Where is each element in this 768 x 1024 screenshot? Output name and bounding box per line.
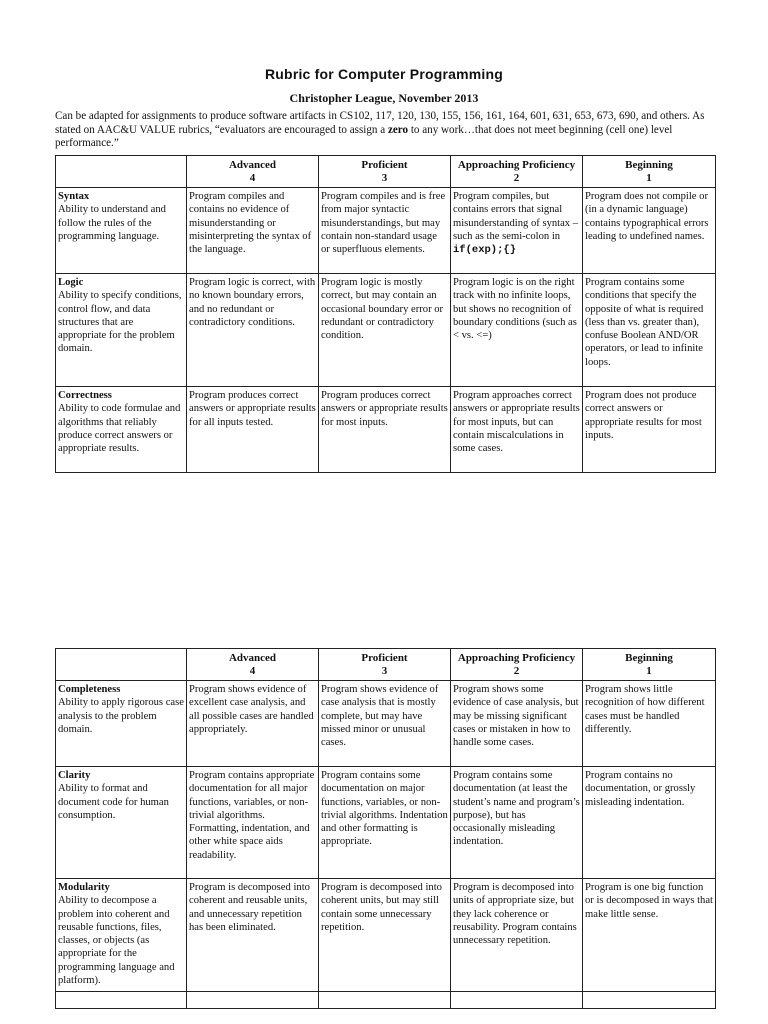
criterion-cell	[56, 387, 187, 473]
rating-cell: Program is decomposed into units of appropriate size, but they lack coherence or reusability. Program contains unnecessary repetition.	[451, 879, 583, 992]
level-name: Approaching Proficiency	[457, 159, 576, 171]
level-name: Advanced	[228, 159, 277, 171]
rating-cell: Program shows some evidence of case analysis, but may be missing significant cases or mistaken in how to handle some cases.	[451, 681, 583, 767]
empty-cell	[451, 992, 583, 1009]
criterion-description: Ability to understand and follow the rules of the programming language.	[58, 204, 166, 242]
intro-bold-zero: zero	[387, 123, 409, 136]
document-title: Rubric for Computer Programming	[265, 66, 503, 82]
criterion-row-logic	[56, 274, 716, 387]
level-score: 4	[249, 172, 256, 184]
rating-cell: Program logic is on the right track with no infinite loops, but shows no recognition of boundary conditions (such as < vs. <=)	[451, 274, 583, 387]
criterion-cell	[56, 274, 187, 387]
document-subtitle: Christopher League, November 2013	[289, 91, 479, 105]
level-score: 1	[646, 665, 652, 677]
rating-cell: Program shows evidence of excellent case analysis, and all possible cases are handled appropriately.	[187, 681, 319, 767]
criterion-name: Logic	[58, 277, 84, 288]
header-advanced	[187, 649, 319, 681]
rubric-table-2	[55, 648, 716, 1009]
criterion-name: Completeness	[58, 684, 121, 695]
rating-cell: Program does not compile or (in a dynamic language) contains typographical errors leading to undefined names.	[583, 188, 716, 274]
rating-cell: Program does not produce correct answers or appropriate results for most inputs.	[583, 387, 716, 473]
rating-cell: Program shows little recognition of how different cases must be handled differently.	[583, 681, 716, 767]
rating-text: Program compiles, but contains errors that signal misunderstanding of syntax – such as the semi-colon in	[453, 191, 579, 242]
rating-cell: Program shows evidence of case analysis that is mostly complete, but may have missed minor or unusual cases.	[319, 681, 451, 767]
rating-cell: Program contains some conditions that specify the opposite of what is required (less than vs. greater than), confuse Boolean AND/OR operators, or lead to infinite loops.	[583, 274, 716, 387]
empty-cell	[56, 992, 187, 1009]
header-proficient	[319, 156, 451, 188]
header-criterion-cell	[56, 156, 187, 188]
rating-cell: Program contains some documentation on major functions, variables, or non-trivial algorithms. Indentation and other formatting is appropriate.	[319, 767, 451, 879]
rating-cell: Program compiles and contains no evidence of misunderstanding or misinterpreting the syntax of the language.	[187, 188, 319, 274]
criterion-row-completeness	[56, 681, 716, 767]
criterion-description: Ability to specify conditions, control flow, and data structures that are appropriate for the problem domain.	[58, 290, 182, 355]
level-name: Proficient	[361, 159, 408, 171]
criterion-description: Ability to format and document code for human consumption.	[58, 783, 169, 821]
header-criterion-cell	[56, 649, 187, 681]
rating-cell: Program compiles and is free from major syntactic misunderstandings, but may contain non-standard usage or superfluous elements.	[319, 188, 451, 274]
level-score: 3	[381, 172, 388, 184]
level-score: 2	[513, 665, 520, 677]
header-proficient	[319, 649, 451, 681]
criterion-cell	[56, 767, 187, 879]
criterion-name: Correctness	[58, 390, 112, 401]
empty-cell	[583, 992, 716, 1009]
rating-cell: Program is decomposed into coherent units, but may still contain some unnecessary repetition.	[319, 879, 451, 992]
rating-cell	[451, 188, 583, 274]
rating-cell: Program is one big function or is decomposed in ways that make little sense.	[583, 879, 716, 992]
header-advanced	[187, 156, 319, 188]
intro-paragraph	[55, 110, 715, 151]
level-score: 1	[646, 172, 652, 184]
level-score: 3	[381, 665, 388, 677]
level-name: Approaching Proficiency	[457, 652, 576, 664]
criterion-row-clarity	[56, 767, 716, 879]
rating-cell: Program logic is correct, with no known boundary errors, and no redundant or contradictory conditions.	[187, 274, 319, 387]
criterion-name: Clarity	[58, 770, 91, 781]
empty-row	[56, 992, 716, 1009]
header-beginning	[583, 649, 716, 681]
level-name: Proficient	[361, 652, 408, 664]
rating-cell: Program contains appropriate documentation for all major functions, variables, or non-trivial algorithms. Formatting, indentation, and other white space aids readability.	[187, 767, 319, 879]
intro-text-1: Can be adapted for assignments to produce software artifacts in CS102, 117, 120, 130, 155, 156, 161, 164, 601, 631, 653, 673, 690, and others. As stated on AAC&U VALUE rubrics, “evaluators are encouraged to assign a	[55, 110, 705, 136]
rating-cell: Program contains no documentation, or grossly misleading indentation.	[583, 767, 716, 879]
header-row	[56, 649, 716, 681]
criterion-row-correctness	[56, 387, 716, 473]
level-score: 2	[513, 172, 520, 184]
header-row	[56, 156, 716, 188]
rating-cell: Program produces correct answers or appropriate results for most inputs.	[319, 387, 451, 473]
criterion-cell	[56, 188, 187, 274]
criterion-description: Ability to decompose a problem into coherent and reusable functions, files, classes, or objects (as appropriate for the programming language and platform).	[58, 895, 175, 987]
criterion-cell	[56, 681, 187, 767]
criterion-name: Syntax	[58, 191, 90, 202]
level-name: Beginning	[625, 159, 673, 171]
rubric-table-1	[55, 155, 716, 473]
level-name: Advanced	[228, 652, 277, 664]
empty-cell	[187, 992, 319, 1009]
rating-cell: Program approaches correct answers or appropriate results for most inputs, but can contain miscalculations in some cases.	[451, 387, 583, 473]
rating-cell: Program contains some documentation (at least the student’s name and program’s purpose), but has occasionally misleading indentation.	[451, 767, 583, 879]
intro-text-2: to any work…that does not meet beginning (cell one) level performance.”	[55, 123, 673, 149]
criterion-cell	[56, 879, 187, 992]
rating-cell: Program produces correct answers or appropriate results for all inputs tested.	[187, 387, 319, 473]
code-snippet: if(exp);{}	[453, 244, 517, 257]
level-name: Beginning	[625, 652, 673, 664]
criterion-name: Modularity	[58, 882, 110, 893]
header-beginning	[583, 156, 716, 188]
rating-cell: Program is decomposed into coherent and reusable units, and unnecessary repetition has been eliminated.	[187, 879, 319, 992]
criterion-description: Ability to apply rigorous case analysis to the problem domain.	[58, 697, 184, 735]
level-score: 4	[249, 665, 256, 677]
header-approaching	[451, 649, 583, 681]
criterion-row-modularity	[56, 879, 716, 992]
empty-cell	[319, 992, 451, 1009]
header-approaching	[451, 156, 583, 188]
rating-cell: Program logic is mostly correct, but may contain an occasional boundary error or redundant or contradictory condition.	[319, 274, 451, 387]
criterion-description: Ability to code formulae and algorithms that reliably produce correct answers or appropriate results.	[58, 403, 181, 455]
criterion-row-syntax	[56, 188, 716, 274]
